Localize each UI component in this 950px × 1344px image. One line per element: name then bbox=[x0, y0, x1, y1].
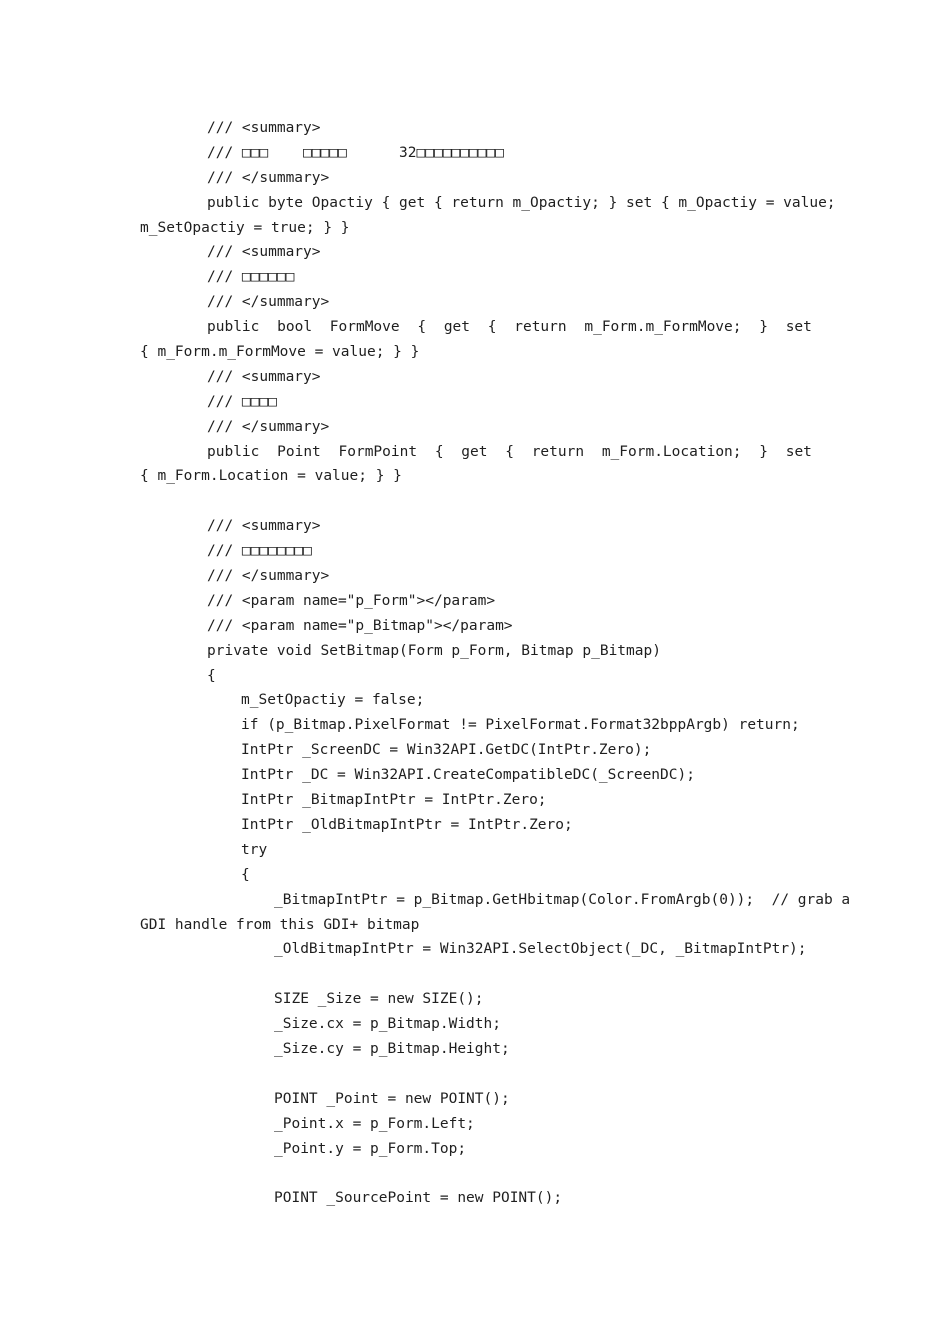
code-line: /// </summary> bbox=[207, 568, 330, 585]
code-line: { bbox=[241, 866, 250, 883]
code-line: POINT _Point = new POINT(); bbox=[274, 1090, 510, 1107]
code-line: POINT _SourcePoint = new POINT(); bbox=[274, 1190, 563, 1207]
code-token: public bbox=[207, 319, 260, 336]
code-token: } bbox=[759, 319, 768, 336]
code-line: { m_Form.m_FormMove = value; } } bbox=[140, 344, 420, 361]
code-token: FormPoint bbox=[338, 443, 418, 460]
code-line: /// <summary> bbox=[207, 244, 321, 261]
code-line: /// □□□ □□□□□ 32□□□□□□□□□□ bbox=[207, 144, 504, 161]
code-token: get bbox=[443, 319, 471, 336]
code-line: _BitmapIntPtr = p_Bitmap.GetHbitmap(Color.FromArgb(0)); // grab a bbox=[274, 891, 851, 908]
code-line: /// □□□□ bbox=[207, 393, 277, 410]
code-line: /// <summary> bbox=[207, 120, 321, 136]
code-line: try bbox=[241, 841, 268, 858]
code-line: if (p_Bitmap.PixelFormat != PixelFormat.Format32bppArgb) return; bbox=[241, 717, 800, 734]
code-token: } bbox=[759, 443, 768, 460]
code-line: m_SetOpactiy = true; } } bbox=[140, 219, 350, 236]
code-line: _Size.cx = p_Bitmap.Width; bbox=[274, 1016, 501, 1033]
code-token: { bbox=[505, 443, 514, 460]
code-token: return bbox=[514, 319, 567, 336]
code-line: /// <param name="p_Form"></param> bbox=[207, 592, 496, 609]
code-listing bbox=[140, 116, 851, 1211]
code-line-justified bbox=[140, 440, 812, 465]
code-token: bool bbox=[277, 319, 313, 336]
code-token: Point bbox=[277, 443, 321, 460]
code-line: IntPtr _ScreenDC = Win32API.GetDC(IntPtr.Zero); bbox=[241, 742, 652, 759]
code-token: { bbox=[434, 443, 444, 460]
code-line: { m_Form.Location = value; } } bbox=[140, 468, 402, 485]
code-token: m_Form.m_FormMove; bbox=[584, 319, 742, 336]
code-line: _Point.x = p_Form.Left; bbox=[274, 1115, 475, 1132]
code-line: IntPtr _DC = Win32API.CreateCompatibleDC(_ScreenDC); bbox=[241, 767, 695, 784]
code-token: FormMove bbox=[329, 319, 400, 336]
blank-line bbox=[140, 1161, 812, 1186]
code-line: _Size.cy = p_Bitmap.Height; bbox=[274, 1040, 510, 1057]
code-line: SIZE _Size = new SIZE(); bbox=[274, 991, 484, 1008]
blank-line bbox=[140, 1062, 812, 1087]
code-line: GDI handle from this GDI+ bitmap bbox=[140, 916, 420, 933]
blank-line bbox=[140, 489, 812, 514]
code-token: m_Form.Location; bbox=[601, 443, 742, 460]
code-line: /// □□□□□□ bbox=[207, 269, 295, 286]
code-line: private void SetBitmap(Form p_Form, Bitmap p_Bitmap) bbox=[207, 642, 661, 659]
code-line: /// </summary> bbox=[207, 294, 330, 311]
code-line: _Point.y = p_Form.Top; bbox=[274, 1140, 467, 1157]
code-line: /// </summary> bbox=[207, 169, 330, 186]
code-line: /// <summary> bbox=[207, 518, 321, 535]
code-line: m_SetOpactiy = false; bbox=[241, 692, 425, 709]
code-line: /// <param name="p_Bitmap"></param> bbox=[207, 617, 513, 634]
code-token: { bbox=[417, 319, 427, 336]
code-line: { bbox=[207, 667, 216, 684]
code-line-justified bbox=[140, 315, 812, 340]
code-token: set bbox=[785, 319, 812, 336]
blank-line bbox=[140, 962, 812, 987]
code-line: /// <summary> bbox=[207, 368, 321, 385]
code-line: /// </summary> bbox=[207, 418, 330, 435]
code-token: public bbox=[207, 443, 260, 460]
code-token: get bbox=[461, 443, 488, 460]
code-token: return bbox=[531, 443, 585, 460]
code-line: IntPtr _BitmapIntPtr = IntPtr.Zero; bbox=[241, 792, 547, 809]
code-token: { bbox=[487, 319, 497, 336]
code-line: IntPtr _OldBitmapIntPtr = IntPtr.Zero; bbox=[241, 816, 573, 833]
code-line: /// □□□□□□□□ bbox=[207, 543, 312, 560]
code-line: _OldBitmapIntPtr = Win32API.SelectObject(_DC, _BitmapIntPtr); bbox=[274, 941, 807, 958]
code-line: public byte Opactiy { get { return m_Opactiy; } set { m_Opactiy = value; bbox=[207, 194, 836, 211]
code-token: set bbox=[785, 443, 812, 460]
